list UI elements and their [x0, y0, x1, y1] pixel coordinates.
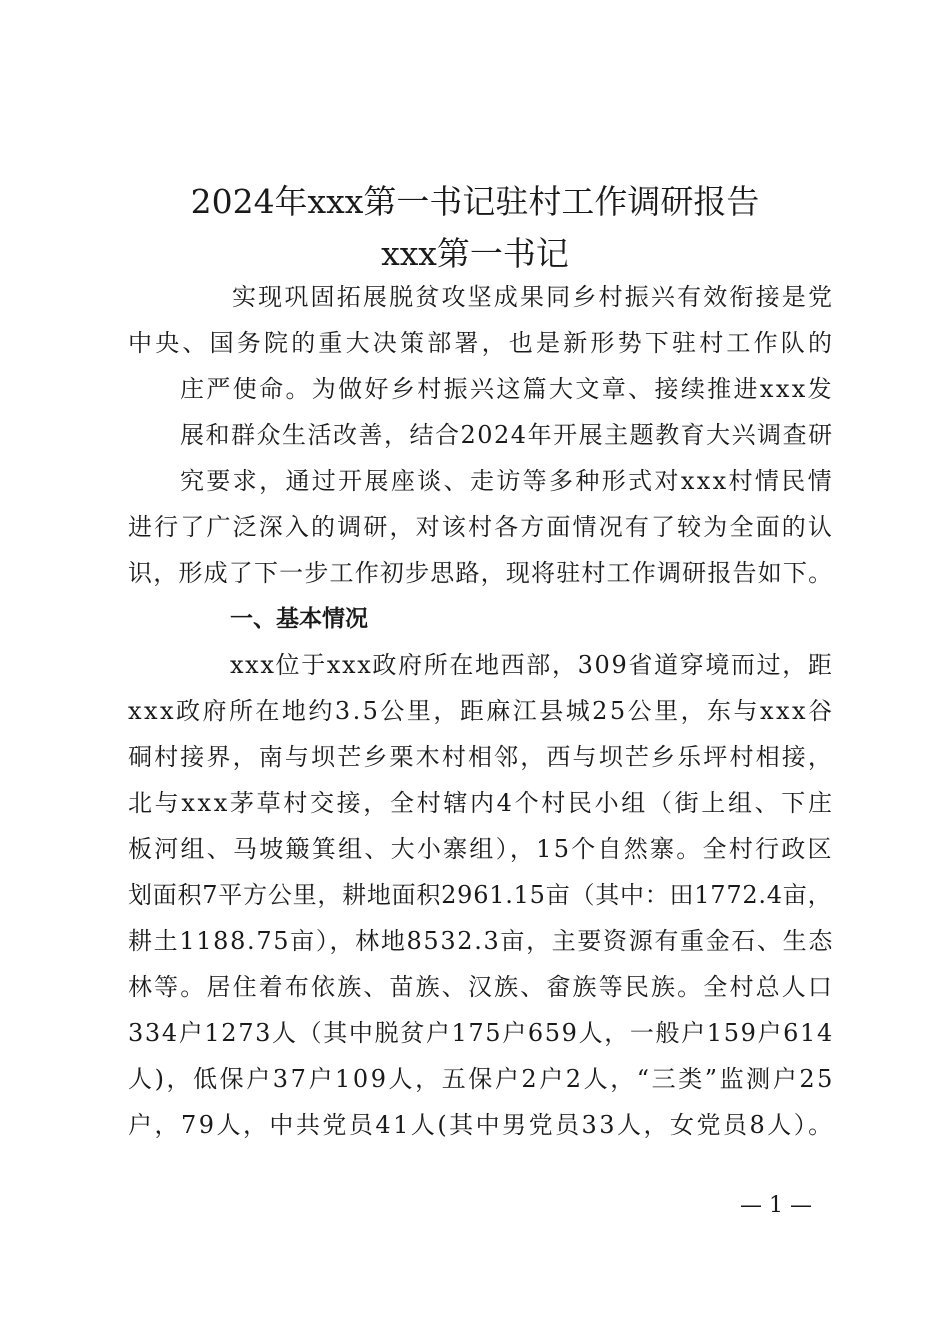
paragraph-line: 人)，低保户37户109人，五保户2户2人，“三类”监测户25 — [128, 1065, 835, 1093]
paragraph-line: 究要求，通过开展座谈、走访等多种形式对xxx村情民情 — [180, 467, 834, 495]
paragraph-line: xxx位于xxx政府所在地西部，309省道穿境而过，距 — [230, 651, 834, 679]
paragraph-line: 耕土1188.75亩），林地8532.3亩，主要资源有重金石、生态 — [128, 927, 835, 955]
paragraph-line: 板河组、马坡簸箕组、大小寨组），15个自然寨。全村行政区 — [128, 835, 834, 863]
paragraph-line: 中央、国务院的重大决策部署，也是新形势下驻村工作队的 — [128, 329, 836, 357]
paragraph-line: 进行了广泛深入的调研，对该村各方面情况有了较为全面的认 — [128, 513, 835, 541]
document-subtitle: xxx第一书记 — [381, 234, 569, 273]
paragraph-line: 展和群众生活改善，结合2024年开展主题教育大兴调查研 — [180, 421, 834, 449]
paragraph-line: 户，79人，中共党员41人(其中男党员33人，女党员8人）。 — [128, 1111, 835, 1139]
paragraph-line: xxx政府所在地约3.5公里，距麻江县城25公里，东与xxx谷 — [128, 697, 835, 725]
page-number: — 1 — — [740, 1193, 812, 1218]
paragraph-line: 北与xxx茅草村交接，全村辖内4个村民小组（街上组、下庄 — [128, 789, 835, 817]
section-heading: 一、基本情况 — [230, 606, 368, 632]
paragraph-line: 庄严使命。为做好乡村振兴这篇大文章、接续推进xxx发 — [180, 375, 834, 403]
paragraph-line: 硐村接界，南与坝芒乡栗木村相邻，西与坝芒乡乐坪村相接， — [128, 743, 835, 771]
paragraph-line: 识，形成了下一步工作初步思路，现将驻村工作调研报告如下。 — [128, 559, 834, 587]
paragraph-line: 林等。居住着布依族、苗族、汉族、畲族等民族。全村总人口 — [128, 973, 835, 1001]
paragraph-line: 划面积7平方公里，耕地面积2961.15亩（其中：田1772.4亩， — [128, 881, 833, 909]
paragraph-line: 334户1273人（其中脱贫户175户659人，一般户159户614 — [128, 1019, 834, 1047]
document-title: 2024年xxx第一书记驻村工作调研报告 — [190, 182, 760, 221]
paragraph-line: 实现巩固拓展脱贫攻坚成果同乡村振兴有效衔接是党 — [232, 283, 835, 311]
